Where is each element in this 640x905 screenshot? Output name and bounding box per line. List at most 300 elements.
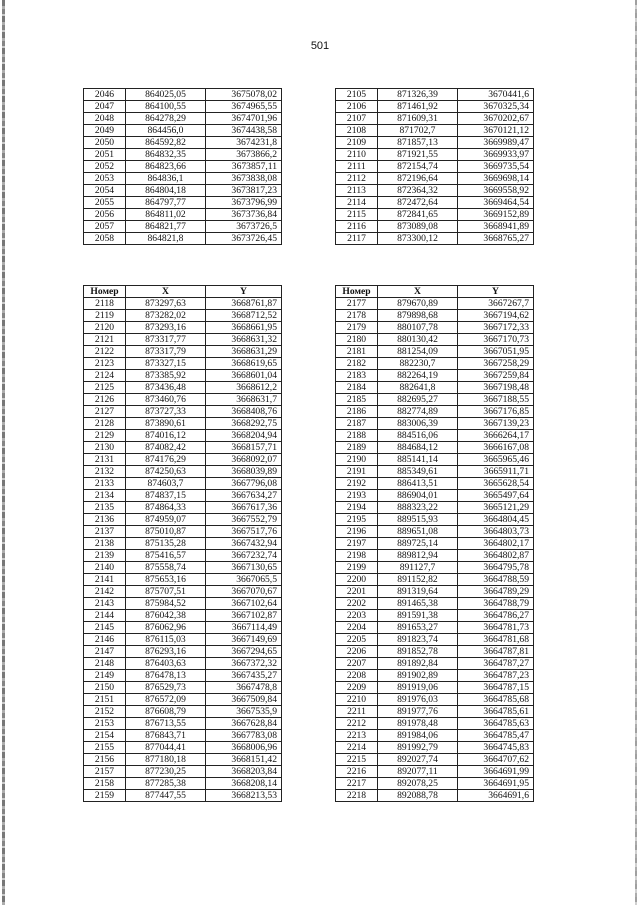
y-coordinate-cell: 3668765,27 [458, 233, 534, 245]
y-coordinate-cell: 3667198,48 [458, 382, 534, 394]
point-number-cell: 2215 [336, 754, 378, 766]
x-coordinate-cell: 876293,16 [126, 646, 206, 658]
y-coordinate-cell: 3669933,97 [458, 149, 534, 161]
x-coordinate-cell: 874016,12 [126, 430, 206, 442]
point-number-cell: 2107 [336, 113, 378, 125]
point-number-cell: 2140 [84, 562, 126, 574]
y-coordinate-cell: 3667372,32 [206, 658, 282, 670]
x-coordinate-cell: 876572,09 [126, 694, 206, 706]
x-coordinate-cell: 877230,25 [126, 766, 206, 778]
table-row [336, 185, 534, 197]
table-row [84, 233, 282, 245]
table-row [336, 161, 534, 173]
x-coordinate-cell: 882230,7 [378, 358, 458, 370]
point-number-cell: 2187 [336, 418, 378, 430]
point-number-cell: 2116 [336, 221, 378, 233]
x-coordinate-cell: 873317,79 [126, 346, 206, 358]
y-coordinate-cell: 3665628,54 [458, 478, 534, 490]
point-number-cell: 2158 [84, 778, 126, 790]
y-coordinate-cell: 3667796,08 [206, 478, 282, 490]
point-number-cell: 2121 [84, 334, 126, 346]
column-header-number: Номер [84, 286, 126, 298]
y-coordinate-cell: 3667258,29 [458, 358, 534, 370]
x-coordinate-cell: 879898,68 [378, 310, 458, 322]
table-row [336, 526, 534, 538]
x-coordinate-cell: 864804,18 [126, 185, 206, 197]
x-coordinate-cell: 891319,64 [378, 586, 458, 598]
y-coordinate-cell: 3667634,27 [206, 490, 282, 502]
y-coordinate-cell: 3668208,14 [206, 778, 282, 790]
point-number-cell: 2209 [336, 682, 378, 694]
x-coordinate-cell: 876478,13 [126, 670, 206, 682]
table-row [336, 370, 534, 382]
table-row [336, 574, 534, 586]
y-coordinate-cell: 3667170,73 [458, 334, 534, 346]
table-row [336, 634, 534, 646]
y-coordinate-cell: 3664691,95 [458, 778, 534, 790]
x-coordinate-cell: 889515,93 [378, 514, 458, 526]
table-row [336, 89, 534, 101]
table-row [336, 101, 534, 113]
table-row [336, 718, 534, 730]
table-row [84, 706, 282, 718]
y-coordinate-cell: 3667176,85 [458, 406, 534, 418]
x-coordinate-cell: 872472,64 [378, 197, 458, 209]
point-number-cell: 2153 [84, 718, 126, 730]
point-number-cell: 2132 [84, 466, 126, 478]
point-number-cell: 2213 [336, 730, 378, 742]
x-coordinate-cell: 888323,22 [378, 502, 458, 514]
table-row [336, 766, 534, 778]
table-row [84, 101, 282, 113]
x-coordinate-cell: 864278,29 [126, 113, 206, 125]
y-coordinate-cell: 3673726,45 [206, 233, 282, 245]
point-number-cell: 2141 [84, 574, 126, 586]
table-row [336, 334, 534, 346]
table-row [84, 185, 282, 197]
table-row [336, 221, 534, 233]
x-coordinate-cell: 882774,89 [378, 406, 458, 418]
table-row [84, 682, 282, 694]
y-coordinate-cell: 3669152,89 [458, 209, 534, 221]
point-number-cell: 2214 [336, 742, 378, 754]
y-coordinate-cell: 3668157,71 [206, 442, 282, 454]
table-row [336, 394, 534, 406]
x-coordinate-cell: 892077,11 [378, 766, 458, 778]
point-number-cell: 2217 [336, 778, 378, 790]
x-coordinate-cell: 877447,55 [126, 790, 206, 802]
x-coordinate-cell: 875416,57 [126, 550, 206, 562]
y-coordinate-cell: 3668712,52 [206, 310, 282, 322]
point-number-cell: 2188 [336, 430, 378, 442]
x-coordinate-cell: 876713,55 [126, 718, 206, 730]
point-number-cell: 2142 [84, 586, 126, 598]
y-coordinate-cell: 3668612,2 [206, 382, 282, 394]
point-number-cell: 2218 [336, 790, 378, 802]
point-number-cell: 2049 [84, 125, 126, 137]
point-number-cell: 2052 [84, 161, 126, 173]
table-row [336, 550, 534, 562]
point-number-cell: 2193 [336, 490, 378, 502]
y-coordinate-cell: 3667435,27 [206, 670, 282, 682]
y-coordinate-cell: 3668204,94 [206, 430, 282, 442]
y-coordinate-cell: 3667232,74 [206, 550, 282, 562]
y-coordinate-cell: 3667102,64 [206, 598, 282, 610]
point-number-cell: 2180 [336, 334, 378, 346]
x-coordinate-cell: 891852,78 [378, 646, 458, 658]
scan-right-edge [635, 0, 637, 905]
x-coordinate-cell: 883006,39 [378, 418, 458, 430]
table-row [84, 173, 282, 185]
y-coordinate-cell: 3667114,49 [206, 622, 282, 634]
table-row [84, 526, 282, 538]
point-number-cell: 2156 [84, 754, 126, 766]
table-row [336, 730, 534, 742]
column-header-x: X [126, 286, 206, 298]
point-number-cell: 2057 [84, 221, 126, 233]
x-coordinate-cell: 876115,03 [126, 634, 206, 646]
table-row [84, 406, 282, 418]
y-coordinate-cell: 3667478,8 [206, 682, 282, 694]
point-number-cell: 2128 [84, 418, 126, 430]
point-number-cell: 2157 [84, 766, 126, 778]
point-number-cell: 2047 [84, 101, 126, 113]
x-coordinate-cell: 873890,61 [126, 418, 206, 430]
point-number-cell: 2191 [336, 466, 378, 478]
table-row [336, 418, 534, 430]
x-coordinate-cell: 875653,16 [126, 574, 206, 586]
point-number-cell: 2117 [336, 233, 378, 245]
table-row [336, 682, 534, 694]
table-row [84, 137, 282, 149]
x-coordinate-cell: 891919,06 [378, 682, 458, 694]
point-number-cell: 2109 [336, 137, 378, 149]
x-coordinate-cell: 864811,02 [126, 209, 206, 221]
table-row [336, 346, 534, 358]
x-coordinate-cell: 873300,12 [378, 233, 458, 245]
point-number-cell: 2182 [336, 358, 378, 370]
point-number-cell: 2149 [84, 670, 126, 682]
point-number-cell: 2159 [84, 790, 126, 802]
x-coordinate-cell: 864797,77 [126, 197, 206, 209]
x-coordinate-cell: 873293,16 [126, 322, 206, 334]
point-number-cell: 2185 [336, 394, 378, 406]
y-coordinate-cell: 3667188,55 [458, 394, 534, 406]
point-number-cell: 2216 [336, 766, 378, 778]
x-coordinate-cell: 892078,25 [378, 778, 458, 790]
x-coordinate-cell: 871609,31 [378, 113, 458, 125]
table-row [336, 197, 534, 209]
point-number-cell: 2208 [336, 670, 378, 682]
table-row [336, 514, 534, 526]
y-coordinate-cell: 3664804,45 [458, 514, 534, 526]
table-row [84, 502, 282, 514]
x-coordinate-cell: 891823,74 [378, 634, 458, 646]
y-coordinate-cell: 3668661,95 [206, 322, 282, 334]
point-number-cell: 2056 [84, 209, 126, 221]
point-number-cell: 2126 [84, 394, 126, 406]
x-coordinate-cell: 884684,12 [378, 442, 458, 454]
table-row [336, 778, 534, 790]
y-coordinate-cell: 3664691,99 [458, 766, 534, 778]
y-coordinate-cell: 3668601,04 [206, 370, 282, 382]
table-row [84, 113, 282, 125]
table-row [84, 370, 282, 382]
coordinates-table-top-right [335, 88, 534, 245]
table-row [336, 742, 534, 754]
y-coordinate-cell: 3667552,79 [206, 514, 282, 526]
point-number-cell: 2181 [336, 346, 378, 358]
y-coordinate-cell: 3669464,54 [458, 197, 534, 209]
x-coordinate-cell: 873327,15 [126, 358, 206, 370]
point-number-cell: 2048 [84, 113, 126, 125]
x-coordinate-cell: 889651,08 [378, 526, 458, 538]
point-number-cell: 2147 [84, 646, 126, 658]
y-coordinate-cell: 3668619,65 [206, 358, 282, 370]
x-coordinate-cell: 871702,7 [378, 125, 458, 137]
table-row [84, 149, 282, 161]
y-coordinate-cell: 3668631,7 [206, 394, 282, 406]
x-coordinate-cell: 871857,13 [378, 137, 458, 149]
point-number-cell: 2058 [84, 233, 126, 245]
table-row [336, 658, 534, 670]
y-coordinate-cell: 3667065,5 [206, 574, 282, 586]
table-row [84, 310, 282, 322]
table-row [84, 730, 282, 742]
point-number-cell: 2136 [84, 514, 126, 526]
point-number-cell: 2205 [336, 634, 378, 646]
y-coordinate-cell: 3667617,36 [206, 502, 282, 514]
table-row [84, 466, 282, 478]
x-coordinate-cell: 885141,14 [378, 454, 458, 466]
point-number-cell: 2108 [336, 125, 378, 137]
point-number-cell: 2055 [84, 197, 126, 209]
y-coordinate-cell: 3667628,84 [206, 718, 282, 730]
table-row [336, 454, 534, 466]
point-number-cell: 2202 [336, 598, 378, 610]
table-row [336, 670, 534, 682]
table-row [84, 334, 282, 346]
y-coordinate-cell: 3669558,92 [458, 185, 534, 197]
y-coordinate-cell: 3668039,89 [206, 466, 282, 478]
x-coordinate-cell: 864456,0 [126, 125, 206, 137]
x-coordinate-cell: 864836,1 [126, 173, 206, 185]
table-row [84, 574, 282, 586]
page-number: 501 [310, 40, 330, 52]
table-row [84, 322, 282, 334]
x-coordinate-cell: 874250,63 [126, 466, 206, 478]
y-coordinate-cell: 3668203,84 [206, 766, 282, 778]
point-number-cell: 2211 [336, 706, 378, 718]
x-coordinate-cell: 872364,32 [378, 185, 458, 197]
point-number-cell: 2143 [84, 598, 126, 610]
point-number-cell: 2183 [336, 370, 378, 382]
x-coordinate-cell: 880107,78 [378, 322, 458, 334]
table-row [336, 502, 534, 514]
point-number-cell: 2139 [84, 550, 126, 562]
y-coordinate-cell: 3666167,08 [458, 442, 534, 454]
x-coordinate-cell: 873317,77 [126, 334, 206, 346]
point-number-cell: 2119 [84, 310, 126, 322]
point-number-cell: 2199 [336, 562, 378, 574]
table-row [336, 113, 534, 125]
point-number-cell: 2053 [84, 173, 126, 185]
y-coordinate-cell: 3670441,6 [458, 89, 534, 101]
table-row [84, 562, 282, 574]
point-number-cell: 2177 [336, 298, 378, 310]
point-number-cell: 2150 [84, 682, 126, 694]
point-number-cell: 2124 [84, 370, 126, 382]
y-coordinate-cell: 3664785,47 [458, 730, 534, 742]
table-row [84, 778, 282, 790]
y-coordinate-cell: 3664787,81 [458, 646, 534, 658]
table-row [84, 89, 282, 101]
table-row [84, 718, 282, 730]
point-number-cell: 2204 [336, 622, 378, 634]
x-coordinate-cell: 882695,27 [378, 394, 458, 406]
point-number-cell: 2190 [336, 454, 378, 466]
point-number-cell: 2111 [336, 161, 378, 173]
table-row [84, 670, 282, 682]
point-number-cell: 2050 [84, 137, 126, 149]
y-coordinate-cell: 3667294,65 [206, 646, 282, 658]
x-coordinate-cell: 876843,71 [126, 730, 206, 742]
y-coordinate-cell: 3669698,14 [458, 173, 534, 185]
table-row [336, 598, 534, 610]
point-number-cell: 2118 [84, 298, 126, 310]
y-coordinate-cell: 3664788,59 [458, 574, 534, 586]
table-row [84, 382, 282, 394]
y-coordinate-cell: 3667267,7 [458, 298, 534, 310]
table-row [336, 610, 534, 622]
point-number-cell: 2212 [336, 718, 378, 730]
table-row [336, 173, 534, 185]
x-coordinate-cell: 891892,84 [378, 658, 458, 670]
table-row [336, 298, 534, 310]
x-coordinate-cell: 873727,33 [126, 406, 206, 418]
x-coordinate-cell: 881254,09 [378, 346, 458, 358]
y-coordinate-cell: 3668006,96 [206, 742, 282, 754]
y-coordinate-cell: 3673736,84 [206, 209, 282, 221]
x-coordinate-cell: 889725,14 [378, 538, 458, 550]
point-number-cell: 2198 [336, 550, 378, 562]
x-coordinate-cell: 875707,51 [126, 586, 206, 598]
x-coordinate-cell: 877180,18 [126, 754, 206, 766]
x-coordinate-cell: 882641,8 [378, 382, 458, 394]
point-number-cell: 2114 [336, 197, 378, 209]
point-number-cell: 2178 [336, 310, 378, 322]
x-coordinate-cell: 891127,7 [378, 562, 458, 574]
y-coordinate-cell: 3664802,17 [458, 538, 534, 550]
table-row [336, 149, 534, 161]
x-coordinate-cell: 882264,19 [378, 370, 458, 382]
y-coordinate-cell: 3668292,75 [206, 418, 282, 430]
x-coordinate-cell: 864832,35 [126, 149, 206, 161]
column-header-y: Y [458, 286, 534, 298]
table-row [84, 766, 282, 778]
table-row [336, 562, 534, 574]
x-coordinate-cell: 874837,15 [126, 490, 206, 502]
x-coordinate-cell: 886904,01 [378, 490, 458, 502]
x-coordinate-cell: 874082,42 [126, 442, 206, 454]
table-row [84, 454, 282, 466]
y-coordinate-cell: 3667051,95 [458, 346, 534, 358]
y-coordinate-cell: 3665121,29 [458, 502, 534, 514]
point-number-cell: 2122 [84, 346, 126, 358]
point-number-cell: 2186 [336, 406, 378, 418]
y-coordinate-cell: 3667783,08 [206, 730, 282, 742]
x-coordinate-cell: 891152,82 [378, 574, 458, 586]
x-coordinate-cell: 872841,65 [378, 209, 458, 221]
y-coordinate-cell: 3667535,9 [206, 706, 282, 718]
point-number-cell: 2131 [84, 454, 126, 466]
point-number-cell: 2123 [84, 358, 126, 370]
x-coordinate-cell: 873282,02 [126, 310, 206, 322]
table-row [336, 322, 534, 334]
table-row [336, 790, 534, 802]
x-coordinate-cell: 872196,64 [378, 173, 458, 185]
y-coordinate-cell: 3667070,67 [206, 586, 282, 598]
x-coordinate-cell: 891977,76 [378, 706, 458, 718]
x-coordinate-cell: 875558,74 [126, 562, 206, 574]
y-coordinate-cell: 3664787,27 [458, 658, 534, 670]
table-row [84, 209, 282, 221]
y-coordinate-cell: 3664786,27 [458, 610, 534, 622]
y-coordinate-cell: 3667102,87 [206, 610, 282, 622]
point-number-cell: 2138 [84, 538, 126, 550]
point-number-cell: 2154 [84, 730, 126, 742]
table-row [336, 209, 534, 221]
y-coordinate-cell: 3674438,58 [206, 125, 282, 137]
y-coordinate-cell: 3664787,15 [458, 682, 534, 694]
point-number-cell: 2200 [336, 574, 378, 586]
point-number-cell: 2105 [336, 89, 378, 101]
point-number-cell: 2129 [84, 430, 126, 442]
x-coordinate-cell: 877044,41 [126, 742, 206, 754]
coordinates-table-bottom-right [335, 285, 534, 802]
table-row [336, 706, 534, 718]
column-header-number: Номер [336, 286, 378, 298]
table-row [84, 694, 282, 706]
x-coordinate-cell: 889812,94 [378, 550, 458, 562]
y-coordinate-cell: 3669989,47 [458, 137, 534, 149]
table-row [336, 310, 534, 322]
x-coordinate-cell: 891465,38 [378, 598, 458, 610]
point-number-cell: 2197 [336, 538, 378, 550]
y-coordinate-cell: 3664745,83 [458, 742, 534, 754]
y-coordinate-cell: 3670202,67 [458, 113, 534, 125]
y-coordinate-cell: 3673817,23 [206, 185, 282, 197]
point-number-cell: 2203 [336, 610, 378, 622]
point-number-cell: 2054 [84, 185, 126, 197]
point-number-cell: 2134 [84, 490, 126, 502]
x-coordinate-cell: 874864,33 [126, 502, 206, 514]
point-number-cell: 2195 [336, 514, 378, 526]
y-coordinate-cell: 3664802,87 [458, 550, 534, 562]
table-row [336, 622, 534, 634]
table-row [84, 658, 282, 670]
point-number-cell: 2135 [84, 502, 126, 514]
x-coordinate-cell: 864025,05 [126, 89, 206, 101]
x-coordinate-cell: 885349,61 [378, 466, 458, 478]
point-number-cell: 2145 [84, 622, 126, 634]
table-row [336, 490, 534, 502]
point-number-cell: 2189 [336, 442, 378, 454]
x-coordinate-cell: 876042,38 [126, 610, 206, 622]
table-row [336, 466, 534, 478]
table-row [84, 598, 282, 610]
y-coordinate-cell: 3664781,68 [458, 634, 534, 646]
